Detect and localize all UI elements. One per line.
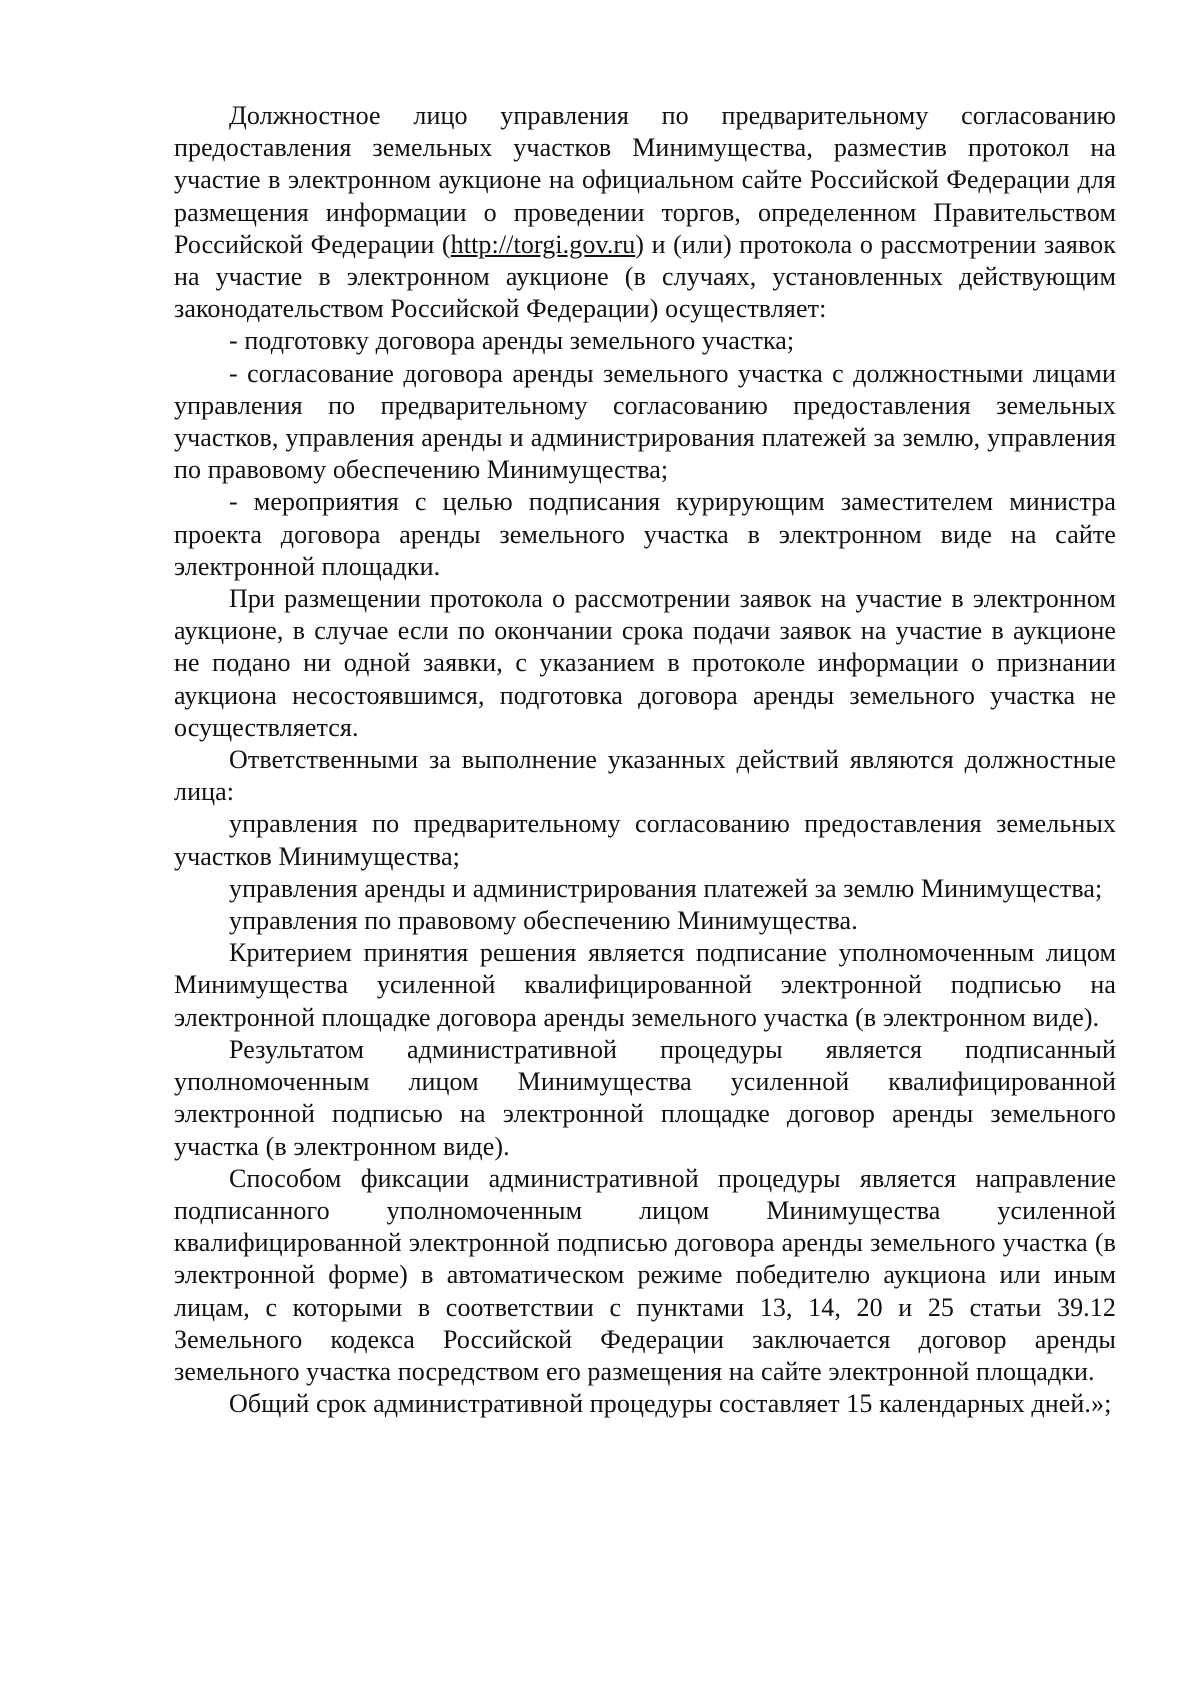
paragraph-intro	[174, 100, 1116, 325]
responsible-item-lease-dept: управления аренды и администрирования платежей за землю Минимущества;	[229, 873, 1103, 903]
list-item-prepare-contract: - подготовку договора аренды земельного участка;	[229, 326, 795, 356]
paragraph-intro-text-start: Должностное лицо управления по предварительному согласованию предоставления земельных участков Минимущества, разместив протокол на участие в электронном аукционе на официальном сайте Российской Федерации для размещения информации о проведении торгов, определенном Правительством Российской Федерации (	[174, 101, 1116, 259]
paragraph-responsible: Ответственными за выполнение указанных действий являются должностные лица:	[174, 745, 1116, 807]
responsible-item-legal-dept: управления по правовому обеспечению Минимущества.	[229, 906, 858, 936]
paragraph-fixation-method: Способом фиксации административной процедуры является направление подписанного уполномоченным лицом Минимущества усиленной квалифицированной электронной подписью договора аренды земельного участка (в электронной форме) в автоматическом режиме победителю аукциона или иным лицам, с которыми в соответствии с пунктами 13, 14, 20 и 25 статьи 39.12 Земельного кодекса Российской Федерации заключается договор аренды земельного участка посредством его размещения на сайте электронной площадки.	[174, 1163, 1116, 1386]
paragraph-criterion: Критерием принятия решения является подписание уполномоченным лицом Минимущества усиленной квалифицированной электронной подписью на электронной площадке договора аренды земельного участка (в электронном виде).	[174, 938, 1116, 1032]
paragraph-result: Результатом административной процедуры является подписанный уполномоченным лицом Минимущества усиленной квалифицированной электронной подписью на электронной площадке договор аренды земельного участка (в электронном виде).	[174, 1034, 1116, 1161]
document-page	[174, 100, 1116, 1420]
paragraph-no-applications: При размещении протокола о рассмотрении заявок на участие в электронном аукционе, в случае если по окончании срока подачи заявок на участие в аукционе не подано ни одной заявки, с указанием в протоколе информации о признании аукциона несостоявшимся, подготовка договора аренды земельного участка не осуществляется.	[174, 584, 1116, 742]
list-item-approve-contract: - согласование договора аренды земельного участка с должностными лицами управления по предварительному согласованию предоставления земельных участков, управления аренды и администрирования платежей за землю, управления по правовому обеспечению Минимущества;	[174, 358, 1116, 485]
paragraph-total-term: Общий срок административной процедуры составляет 15 календарных дней.»;	[229, 1389, 1112, 1419]
responsible-item-approval-dept: управления по предварительному согласованию предоставления земельных участков Минимущества;	[174, 809, 1116, 871]
list-item-sign-contract: - мероприятия с целью подписания курирующим заместителем министра проекта договора аренды земельного участка в электронном виде на сайте электронной площадки.	[174, 487, 1116, 581]
paragraph-intro-text-end: ) и (или) протокола о рассмотрении заявок на участие в электронном аукционе (в случаях, установленных действующим законодательством Российской Федерации) осуществляет:	[174, 229, 1117, 324]
torgi-link[interactable]: http://torgi.gov.ru	[450, 229, 636, 259]
